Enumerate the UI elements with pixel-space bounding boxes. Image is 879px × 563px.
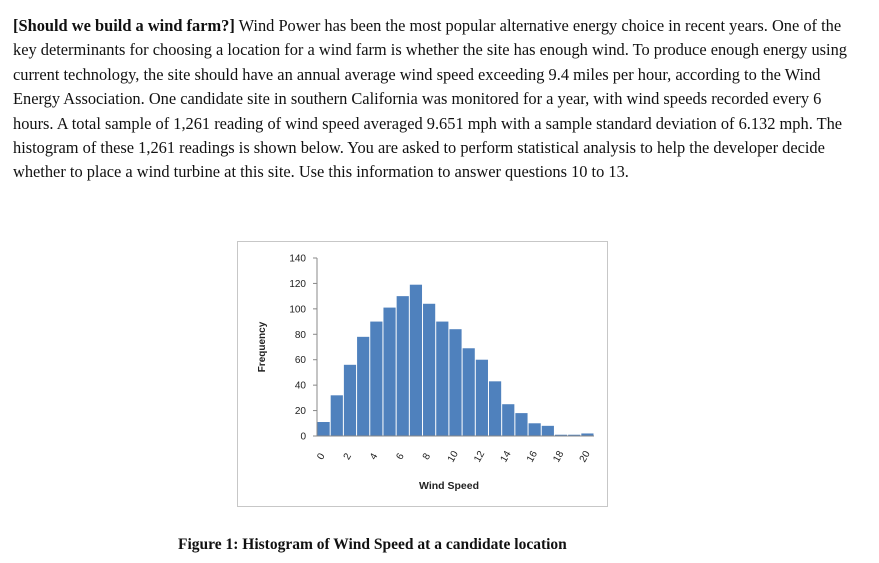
histogram-bar xyxy=(489,381,501,436)
histogram-bar xyxy=(331,395,343,436)
y-tick-label: 100 xyxy=(289,304,306,316)
y-tick-label: 20 xyxy=(294,406,306,418)
y-axis-label: Frequency xyxy=(257,321,268,373)
histogram-bar xyxy=(423,304,435,436)
y-tick-label: 40 xyxy=(294,380,306,392)
histogram-svg xyxy=(238,242,607,506)
figure-caption: Figure 1: Histogram of Wind Speed at a candidate location xyxy=(178,536,567,553)
intro-paragraph xyxy=(13,14,865,185)
x-tick-label: 14 xyxy=(498,449,514,465)
histogram-bar xyxy=(476,360,488,436)
x-tick-label: 16 xyxy=(524,449,541,465)
histogram-bar xyxy=(397,296,409,436)
histogram-bar xyxy=(344,365,356,436)
histogram-bar xyxy=(515,413,527,436)
y-tick-label: 140 xyxy=(289,253,306,265)
histogram-bar xyxy=(410,285,422,436)
histogram-bar xyxy=(542,426,554,436)
paragraph-body: Wind Power has been the most popular alternative energy choice in recent years. One of the key determinants for choosing a location for a wind farm is whether the site has enough wind. To produce enough energy using current technology, the site should have an annual average wind speed exceeding 9.4 miles per hour, according to the Wind Energy Association. One candidate site in southern California was monitored for a year, with wind speeds recorded every 6 hours. A total sample of 1,261 reading of wind speed averaged 9.651 mph with a sample standard deviation of 6.132 mph. The histogram of these 1,261 readings is shown below. You are asked to perform statistical analysis to help the developer decide whether to place a wind turbine at this site. Use this information to answer questions 10 to 13. xyxy=(13,16,847,182)
paragraph-lead: [Should we build a wind farm?] xyxy=(13,16,235,35)
x-tick-label: 6 xyxy=(394,451,407,462)
x-tick-label: 18 xyxy=(551,449,567,465)
x-tick-label: 4 xyxy=(368,451,381,462)
y-tick-label: 0 xyxy=(300,431,306,443)
x-tick-label: 8 xyxy=(420,451,434,462)
y-tick-label: 120 xyxy=(289,278,306,290)
x-tick-label: 0 xyxy=(315,451,328,462)
histogram-bar xyxy=(463,348,475,436)
histogram-bar xyxy=(318,422,330,436)
histogram-bar xyxy=(436,322,448,436)
histogram-bar xyxy=(529,423,541,436)
x-axis-label: Wind Speed xyxy=(419,480,479,492)
y-tick-label: 80 xyxy=(294,329,306,341)
histogram-bar xyxy=(383,308,395,436)
x-tick-label: 10 xyxy=(445,449,461,465)
histogram-chart xyxy=(237,241,608,507)
histogram-bar xyxy=(449,329,461,436)
histogram-bar xyxy=(357,337,369,436)
histogram-bar xyxy=(502,404,514,436)
y-tick-label: 60 xyxy=(294,355,306,367)
x-tick-label: 2 xyxy=(341,451,354,462)
x-tick-label: 12 xyxy=(472,449,488,465)
x-tick-label: 20 xyxy=(577,449,593,465)
histogram-bar xyxy=(370,322,382,436)
